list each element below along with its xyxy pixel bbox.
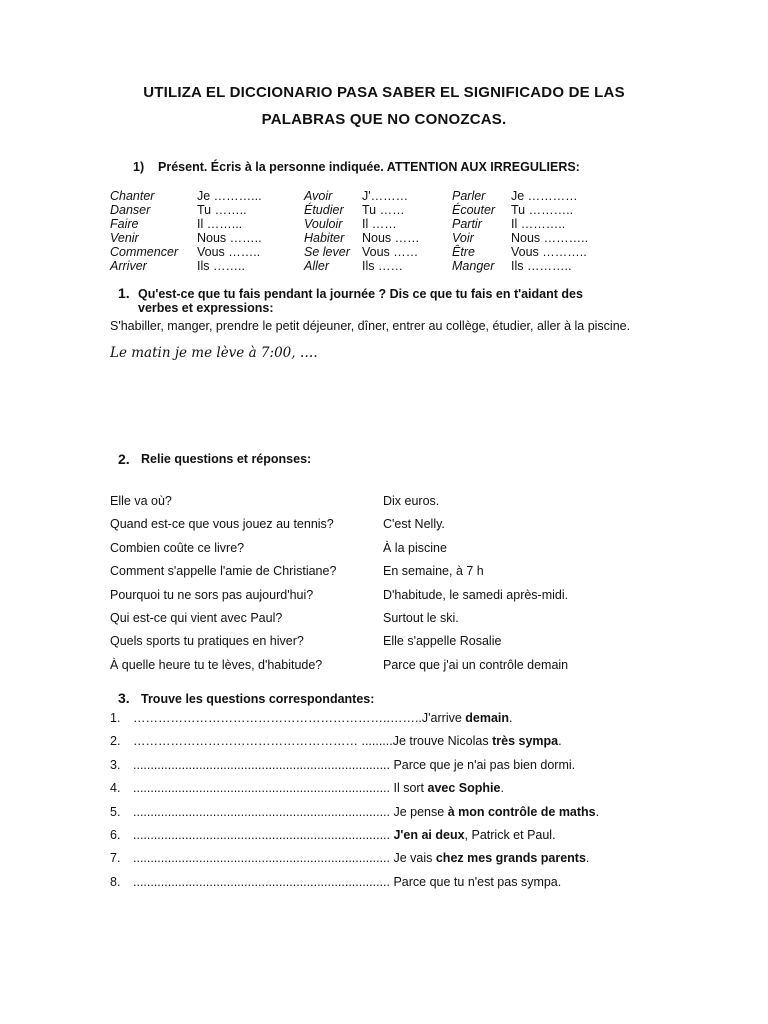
match-answer: Parce que j'ai un contrôle demain bbox=[383, 658, 569, 672]
response-keyword: demain bbox=[465, 711, 510, 725]
conjugation-blank: Nous ……….. bbox=[511, 231, 589, 245]
verb-label: Aller bbox=[304, 259, 330, 273]
answer-line bbox=[133, 781, 504, 795]
match-answer: C'est Nelly. bbox=[383, 517, 445, 531]
match-question: À quelle heure tu te lèves, d'habitude? bbox=[110, 658, 323, 672]
item-number: 2. bbox=[110, 734, 121, 748]
blank-dots: ……………………………………………………..…….. bbox=[133, 711, 422, 725]
exercise1-number: 1. bbox=[118, 285, 130, 301]
response-text-end: . bbox=[500, 781, 504, 795]
verb-label: Être bbox=[452, 245, 475, 259]
conjugation-blank: Il …… bbox=[362, 217, 397, 231]
exercise2-heading: Relie questions et réponses: bbox=[141, 452, 312, 466]
exercise1-question-line1: Qu'est-ce que tu fais pendant la journée ? Dis ce que tu fais en t'aidant des bbox=[138, 287, 583, 301]
verb-label: Habiter bbox=[304, 231, 345, 245]
item-number: 3. bbox=[110, 758, 121, 772]
conjugation-blank: Ils ……….. bbox=[511, 259, 572, 273]
item-number: 7. bbox=[110, 851, 121, 865]
answer-line bbox=[133, 711, 513, 725]
conjugation-blank: J'……… bbox=[362, 189, 409, 203]
match-question: Qui est-ce qui vient avec Paul? bbox=[110, 611, 283, 625]
conjugation-blank: Vous …….. bbox=[197, 245, 261, 259]
page-title-line1: UTILIZA EL DICCIONARIO PASA SABER EL SIGNIFICADO DE LAS bbox=[143, 84, 625, 101]
verb-label: Chanter bbox=[110, 189, 155, 203]
conjugation-blank: Nous …… bbox=[362, 231, 420, 245]
conjugation-blank: Nous …….. bbox=[197, 231, 262, 245]
match-question: Quand est-ce que vous jouez au tennis? bbox=[110, 517, 334, 531]
response-keyword: très sympa bbox=[492, 734, 559, 748]
blank-dots: .......................................................................... bbox=[133, 758, 390, 772]
answer-line bbox=[133, 828, 556, 842]
response-text-end: . bbox=[558, 734, 562, 748]
item-number: 1. bbox=[110, 711, 121, 725]
verb-label: Danser bbox=[110, 203, 151, 217]
conjugation-blank: Ils …….. bbox=[197, 259, 245, 273]
exercise3-heading: Trouve les questions correspondantes: bbox=[141, 692, 375, 706]
item-number: 4. bbox=[110, 781, 121, 795]
conjugation-blank: Il ……... bbox=[197, 217, 243, 231]
page-title-line2: PALABRAS QUE NO CONOZCAS. bbox=[261, 111, 507, 128]
response-text: Il sort bbox=[390, 781, 428, 795]
verb-label: Étudier bbox=[304, 203, 344, 217]
exercise2-number: 2. bbox=[118, 451, 130, 467]
match-question: Elle va où? bbox=[110, 494, 172, 508]
item-number: 8. bbox=[110, 875, 121, 889]
exercise1-example: Le matin je me lève à 7:00, …. bbox=[110, 345, 318, 361]
verb-label: Vouloir bbox=[304, 217, 343, 231]
response-keyword: chez mes grands parents bbox=[435, 851, 586, 865]
item-number: 6. bbox=[110, 828, 121, 842]
conjugation-blank: Il ……….. bbox=[511, 217, 566, 231]
answer-line bbox=[133, 734, 562, 748]
answer-line bbox=[133, 758, 575, 772]
conjugation-blank: Ils …… bbox=[362, 259, 403, 273]
verb-label: Manger bbox=[452, 259, 495, 273]
match-question: Comment s'appelle l'amie de Christiane? bbox=[110, 564, 337, 578]
conjugation-blank: Tu …….. bbox=[197, 203, 247, 217]
response-text: J'arrive bbox=[421, 711, 466, 725]
item-number: 5. bbox=[110, 805, 121, 819]
response-text-end: . bbox=[585, 851, 590, 865]
exercise3-number: 3. bbox=[118, 690, 130, 706]
verb-label: Faire bbox=[110, 217, 139, 231]
response-text-end: . bbox=[509, 711, 513, 725]
blank-dots: .......................................................................... bbox=[133, 875, 390, 889]
verb-label: Se lever bbox=[304, 245, 350, 259]
match-question: Pourquoi tu ne sors pas aujourd'hui? bbox=[110, 588, 314, 602]
response-text: Je pense bbox=[390, 805, 448, 819]
response-text: Parce que je n'ai pas bien dormi. bbox=[390, 758, 576, 772]
response-keyword: J'en ai deux bbox=[393, 828, 465, 842]
exercise1-expressions: S'habiller, manger, prendre le petit déjeuner, dîner, entrer au collège, étudier, aller à la piscine. bbox=[110, 319, 631, 333]
match-answer: D'habitude, le samedi après-midi. bbox=[383, 588, 569, 602]
match-answer: Dix euros. bbox=[383, 494, 440, 508]
verb-label: Écouter bbox=[452, 203, 496, 217]
response-text-end: . bbox=[595, 805, 600, 819]
blank-dots: .......................................................................... bbox=[133, 781, 390, 795]
match-answer: Elle s'appelle Rosalie bbox=[383, 634, 502, 648]
response-keyword: à mon contrôle de maths bbox=[447, 805, 596, 819]
match-answer: En semaine, à 7 h bbox=[383, 564, 484, 578]
response-text: Je trouve Nicolas bbox=[392, 734, 493, 748]
response-keyword: avec Sophie bbox=[427, 781, 501, 795]
blank-dots: ……………………………………………… ......... bbox=[133, 734, 393, 748]
verb-label: Voir bbox=[452, 231, 474, 245]
verb-label: Commencer bbox=[110, 245, 179, 259]
match-answer: Surtout le ski. bbox=[383, 611, 459, 625]
blank-dots: .......................................................................... bbox=[133, 828, 390, 842]
answer-line bbox=[133, 851, 589, 865]
verb-label: Partir bbox=[452, 217, 482, 231]
section1-heading: 1) Présent. Écris à la personne indiquée. ATTENTION AUX IRREGULIERS: bbox=[133, 160, 580, 174]
conjugation-blank: Je ………... bbox=[197, 189, 262, 203]
blank-dots: .......................................................................... bbox=[133, 805, 390, 819]
match-answer: À la piscine bbox=[383, 541, 447, 555]
answer-line bbox=[133, 875, 561, 889]
blank-dots: .......................................................................... bbox=[133, 851, 390, 865]
conjugation-blank: Tu ……….. bbox=[511, 203, 574, 217]
response-text: Parce que tu n'est pas sympa. bbox=[390, 875, 562, 889]
verb-label: Parler bbox=[452, 189, 486, 203]
verb-label: Venir bbox=[110, 231, 139, 245]
verb-label: Arriver bbox=[110, 259, 147, 273]
response-text-end: , Patrick et Paul. bbox=[464, 828, 556, 842]
answer-line bbox=[133, 805, 599, 819]
exercise1-question-line2: verbes et expressions: bbox=[138, 301, 274, 315]
match-question: Combien coûte ce livre? bbox=[110, 541, 245, 555]
response-text: Je vais bbox=[390, 851, 436, 865]
conjugation-blank: Tu …… bbox=[362, 203, 405, 217]
verb-label: Avoir bbox=[304, 189, 333, 203]
conjugation-blank: Je ………… bbox=[511, 189, 578, 203]
conjugation-blank: Vous …… bbox=[362, 245, 419, 259]
conjugation-blank: Vous ……….. bbox=[511, 245, 587, 259]
match-question: Quels sports tu pratiques en hiver? bbox=[110, 634, 304, 648]
